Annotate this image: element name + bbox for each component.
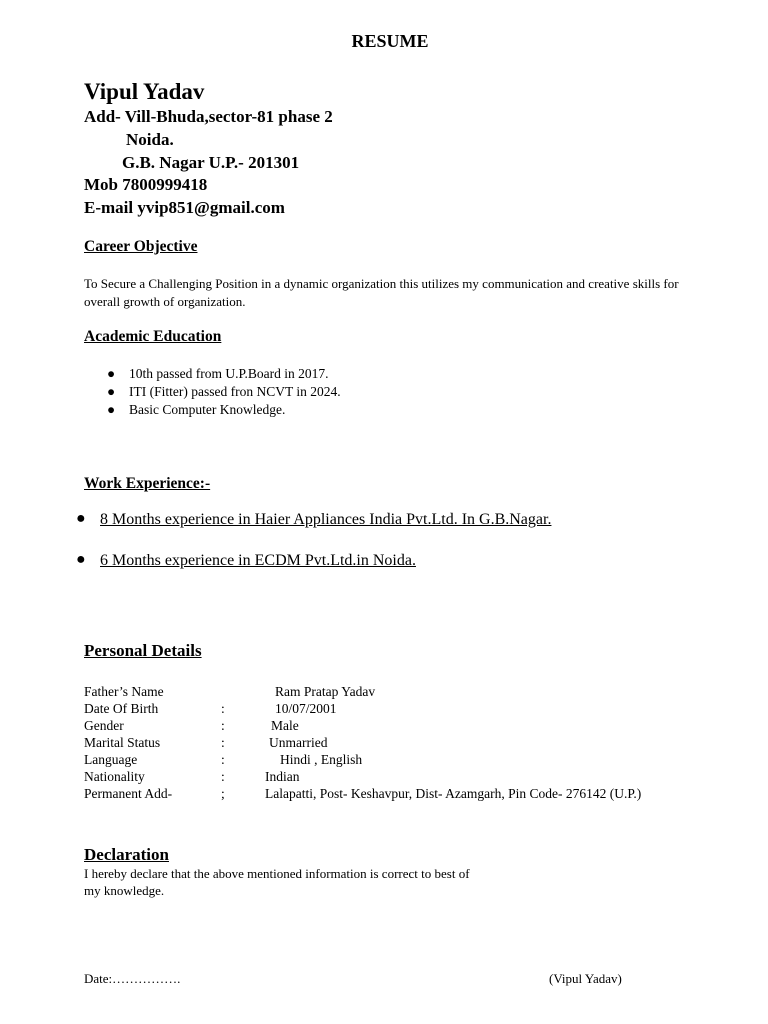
work-item-text: 8 Months experience in Haier Appliances India Pvt.Ltd. In G.B.Nagar.: [100, 511, 552, 528]
bullet-icon: ●: [107, 402, 116, 417]
table-row: Gender : Male: [84, 718, 299, 733]
list-item: ● Basic Computer Knowledge.: [107, 402, 286, 417]
detail-value: Hindi , English: [280, 752, 363, 767]
detail-value: Lalapatti, Post- Keshavpur, Dist- Azamgarh, Pin Code- 276142 (U.P.): [265, 786, 642, 801]
signature-name: (Vipul Yadav): [549, 971, 622, 986]
table-row: [84, 683, 704, 700]
work-item: [76, 511, 551, 529]
work-item-text: 6 Months experience in ECDM Pvt.Ltd.in Noida.: [100, 552, 416, 569]
detail-label: Permanent Add-: [84, 786, 173, 801]
detail-value: 10/07/2001: [275, 701, 337, 716]
academic-education-heading: Academic Education: [84, 328, 222, 345]
personal-details-heading: Personal Details: [84, 641, 202, 660]
declaration-line-1: I hereby declare that the above mentioned information is correct to best of: [84, 866, 470, 881]
detail-value: Ram Pratap Yadav: [275, 684, 376, 699]
date-field: Date:…………….: [84, 971, 181, 986]
detail-label: Father’s Name: [84, 684, 164, 699]
personal-details-table: [84, 683, 704, 802]
declaration-heading: Declaration: [84, 845, 169, 864]
table-row: Marital Status : Unmarried: [84, 735, 328, 750]
address-line-2: Noida.: [126, 130, 174, 149]
detail-label: Gender: [84, 718, 124, 733]
table-row: Date Of Birth : 10/07/2001: [84, 701, 337, 716]
table-row: Language : Hindi , English: [84, 752, 363, 767]
mobile-number: Mob 7800999418: [84, 175, 208, 194]
email-address: E-mail yvip851@gmail.com: [84, 198, 285, 217]
detail-value: Unmarried: [269, 735, 328, 750]
list-item: ● 10th passed from U.P.Board in 2017.: [107, 366, 329, 381]
bullet-icon: ●: [76, 551, 86, 568]
detail-value: Male: [271, 718, 299, 733]
bullet-icon: ●: [76, 510, 86, 527]
work-experience-heading: Work Experience:-: [84, 475, 211, 492]
detail-label: Language: [84, 752, 138, 767]
address-line-3: G.B. Nagar U.P.- 201301: [122, 153, 300, 172]
table-row: Permanent Add- ; Lalapatti, Post- Keshavpur, Dist- Azamgarh, Pin Code- 276142 (U.P.): [84, 786, 642, 801]
bullet-icon: ●: [107, 384, 116, 399]
education-list: [107, 365, 341, 419]
career-objective-heading: Career Objective: [84, 238, 198, 255]
detail-value: Indian: [265, 769, 300, 784]
detail-label: Date Of Birth: [84, 701, 159, 716]
table-row: Nationality : Indian: [84, 769, 300, 784]
work-item: [76, 552, 416, 570]
detail-label: Nationality: [84, 769, 145, 784]
candidate-name: Vipul Yadav: [84, 79, 205, 104]
declaration-line-2: my knowledge.: [84, 883, 165, 898]
career-objective-text: To Secure a Challenging Position in a dynamic organization this utilizes my communication and creative skills for overall growth of organization.: [84, 276, 679, 309]
list-item: ● ITI (Fitter) passed fron NCVT in 2024.: [107, 384, 341, 399]
address-line-1: Add- Vill-Bhuda,sector-81 phase 2: [84, 107, 333, 126]
resume-title: RESUME: [351, 31, 429, 51]
detail-label: Marital Status: [84, 735, 161, 750]
bullet-icon: ●: [107, 366, 116, 381]
